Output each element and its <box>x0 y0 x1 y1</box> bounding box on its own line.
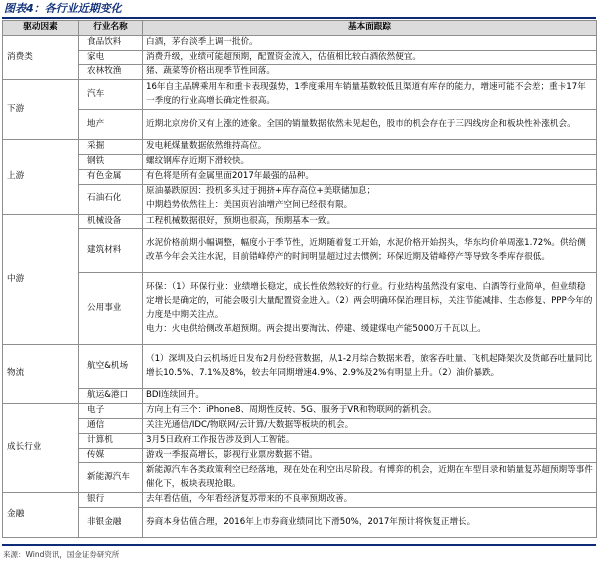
fundamentals-paragraph: 猪、蔬菜等价格出现季节性回落。 <box>146 66 275 77</box>
header-industry: 行业名称 <box>79 21 143 36</box>
figure-title: 图表4：各行业近期变化 <box>4 2 122 15</box>
industry-name-cell: 石油石化 <box>79 184 143 214</box>
industry-tracking-table <box>2 20 597 538</box>
fundamentals-cell <box>143 463 597 493</box>
fundamentals-cell <box>143 345 597 389</box>
fundamentals-paragraph: 新能源汽车各类政策利空已经落地，现在处在利空出尽阶段。有博弈的机会，近期在车型目录和销量复苏超预期等事件催化下，板块表现抢眼。 <box>146 465 593 489</box>
table-row <box>3 418 597 433</box>
industry-name-cell: 农林牧渔 <box>79 65 143 80</box>
fundamentals-cell <box>143 389 597 404</box>
table-row <box>3 169 597 184</box>
fundamentals-paragraph: 原油暴跌原因：投机多头过于拥挤+库存高位+美联储加息； <box>146 186 376 197</box>
industry-name-cell: 汽车 <box>79 80 143 110</box>
table-row <box>3 184 597 214</box>
industry-name-cell: 银行 <box>79 493 143 508</box>
fundamentals-cell <box>143 154 597 169</box>
table-row <box>3 508 597 538</box>
driver-category-cell: 上游 <box>3 140 79 214</box>
fundamentals-cell <box>143 169 597 184</box>
table-row <box>3 345 597 389</box>
industry-name-cell: 钢铁 <box>79 154 143 169</box>
table-row <box>3 214 597 229</box>
table-row <box>3 389 597 404</box>
industry-name-cell: 有色金属 <box>79 169 143 184</box>
fundamentals-paragraph: 消费升级，业绩可能超预期，配置资金流入，估值相比较白酒依然便宜。 <box>146 51 422 62</box>
industry-name-cell: 通信 <box>79 418 143 433</box>
fundamentals-paragraph: 环保：（1）环保行业：业绩增长稳定，成长性依然较好的行业。行业结构虽然没有家电、白酒等行业简单，但业绩稳定增长是确定的，可能会吸引大量配置资金进入。（2）两会明确环保治理目标，关注节能减排、生态修复、PPP今年的力度是中期关注点。 <box>146 282 593 320</box>
table-row <box>3 463 597 493</box>
industry-name-cell: 计算机 <box>79 433 143 448</box>
industry-name-cell: 家电 <box>79 50 143 65</box>
driver-category-cell: 下游 <box>3 80 79 140</box>
table-row <box>3 65 597 80</box>
fundamentals-cell <box>143 80 597 110</box>
fundamentals-cell <box>143 508 597 538</box>
fundamentals-paragraph: BDI连续回升。 <box>146 390 205 401</box>
table-row <box>3 35 597 50</box>
fundamentals-paragraph: 3月5日政府工作报告涉及到人工智能。 <box>146 434 295 445</box>
fundamentals-cell <box>143 50 597 65</box>
fundamentals-paragraph: 关注光通信/IDC/物联网/云计算/大数据等板块的机会。 <box>146 419 354 430</box>
fundamentals-cell <box>143 493 597 508</box>
fundamentals-paragraph: 16年自主品牌乘用车和重卡表现强势，1季度乘用车销量基数较低且渠道有库存的能力，增速可能不会差；重卡17年一季度的行业高增长确定性很高。 <box>146 81 586 106</box>
fundamentals-paragraph: 发电耗煤量数据依然维持高位。 <box>146 141 267 152</box>
industry-name-cell: 航运&港口 <box>79 389 143 404</box>
industry-name-cell: 传媒 <box>79 448 143 463</box>
industry-name-cell: 公用事业 <box>79 273 143 345</box>
driver-category-cell: 成长行业 <box>3 404 79 493</box>
driver-category-cell: 金融 <box>3 493 79 538</box>
driver-category-cell: 消费类 <box>3 35 79 79</box>
fundamentals-paragraph: 电力：火电供给侧改革超预期。两会提出要淘汰、停建、缓建煤电产能5000万千瓦以上。 <box>146 323 486 334</box>
fundamentals-paragraph: （1）深圳及白云机场近日发布2月份经营数据，从1-2月综合数据来看，旅客吞吐量、飞机起降架次及货邮吞吐量同比增长10.5%、7.1%及8%，较去年同期增速4.9%、2.9%及2%有明显上升。（2）油价暴跌。 <box>146 354 593 378</box>
table-header-row <box>3 21 597 36</box>
footer-rule <box>2 544 596 546</box>
fundamentals-cell <box>143 35 597 50</box>
industry-name-cell: 航空&机场 <box>79 345 143 389</box>
fundamentals-paragraph: 去年看估值，今年看经济复苏带来的不良率预期改善。 <box>146 494 353 505</box>
table-row <box>3 140 597 155</box>
fundamentals-paragraph: 游戏一季报高增长，影视行业票房数据不错。 <box>146 449 318 460</box>
table-row <box>3 273 597 345</box>
fundamentals-cell <box>143 273 597 345</box>
industry-name-cell: 电子 <box>79 404 143 419</box>
fundamentals-paragraph: 有色将是所有金属里面2017年最强的品种。 <box>146 170 314 181</box>
table-row <box>3 110 597 140</box>
fundamentals-cell <box>143 140 597 155</box>
industry-name-cell: 食品饮料 <box>79 35 143 50</box>
header-driver: 驱动因素 <box>3 21 79 36</box>
title-rule <box>2 17 596 19</box>
fundamentals-cell <box>143 214 597 229</box>
fundamentals-cell <box>143 418 597 433</box>
driver-category-cell: 物流 <box>3 345 79 404</box>
fundamentals-paragraph: 中期趋势依然往上：美国页岩油增产空间已经很有限。 <box>146 200 353 211</box>
fundamentals-cell <box>143 184 597 214</box>
fundamentals-paragraph: 券商本身估值合理，2016年上市券商业绩同比下滑50%，2017年预计将恢复正增长。 <box>146 516 476 527</box>
header-fundamentals: 基本面跟踪 <box>143 21 597 36</box>
fundamentals-cell <box>143 110 597 140</box>
industry-name-cell: 采掘 <box>79 140 143 155</box>
fundamentals-cell <box>143 229 597 273</box>
source-note: 来源：Wind资讯，国金证券研究所 <box>3 550 120 559</box>
industry-name-cell: 非银金融 <box>79 508 143 538</box>
table-row <box>3 229 597 273</box>
fundamentals-paragraph: 方向上有三个：iPhone8、周期性反转、5G、服务于VR和物联网的新机会。 <box>146 405 437 416</box>
table-body <box>3 35 597 537</box>
industry-name-cell: 机械设备 <box>79 214 143 229</box>
table-row <box>3 50 597 65</box>
fundamentals-cell <box>143 433 597 448</box>
table-row <box>3 404 597 419</box>
fundamentals-cell <box>143 404 597 419</box>
fundamentals-cell <box>143 65 597 80</box>
fundamentals-paragraph: 工程机械数据很好，预期也很高，预期基本一致。 <box>146 215 336 226</box>
fundamentals-paragraph: 螺纹钢库存近期下滑较快。 <box>146 155 250 166</box>
industry-name-cell: 建筑材料 <box>79 229 143 273</box>
industry-name-cell: 地产 <box>79 110 143 140</box>
fundamentals-paragraph: 白酒，茅台淡季上调一批价。 <box>146 36 258 47</box>
driver-category-cell: 中游 <box>3 214 79 345</box>
table-row <box>3 433 597 448</box>
fundamentals-paragraph: 近期北京房价又有上涨的迹象。全国的销量数据依然未见起色，股市的机会存在于三四线房企和板块性补涨机会。 <box>146 118 576 129</box>
table-row <box>3 154 597 169</box>
fundamentals-paragraph: 水泥价格前期小幅调整，幅度小于季节性，近期随着复工开始，水泥价格开始拐头，华东均价单周涨1.72%。供给侧改革今年会关注水泥，目前错峰停产的时间明显超过过去惯例；环保近期及错峰停产等导致冬季库存很低。 <box>146 238 586 262</box>
table-row <box>3 448 597 463</box>
table-row <box>3 493 597 508</box>
industry-name-cell: 新能源汽车 <box>79 463 143 493</box>
table-row <box>3 80 597 110</box>
fundamentals-cell <box>143 448 597 463</box>
